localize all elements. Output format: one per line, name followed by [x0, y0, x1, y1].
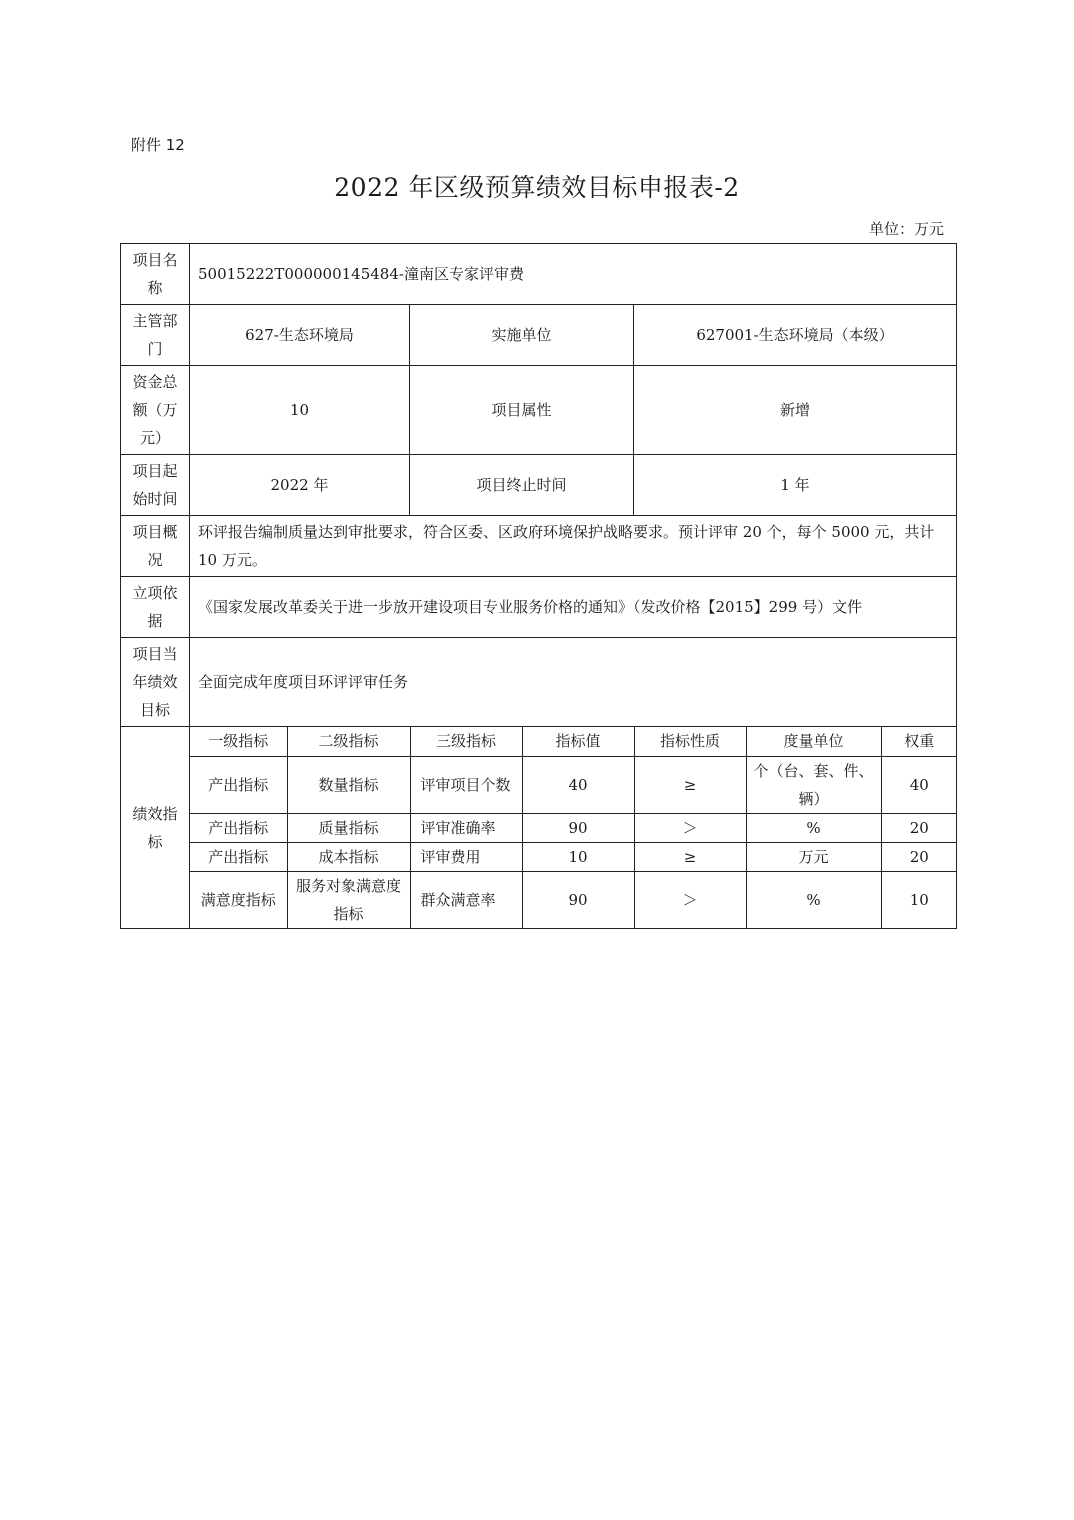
overview-value: 环评报告编制质量达到审批要求，符合区委、区政府环境保护战略要求。预计评审 20 个，每个 5000 元，共计 10 万元。 [190, 516, 957, 577]
perf-cell: 10 [522, 842, 634, 871]
perf-cell: 90 [522, 813, 634, 842]
perf-cell: 评审费用 [410, 842, 522, 871]
perf-cell: 个（台、套、件、辆） [746, 756, 881, 813]
perf-cell: 20 [881, 813, 957, 842]
perf-cell: 评审项目个数 [410, 756, 522, 813]
overview-label: 项目概况 [121, 516, 190, 577]
perf-cell: 数量指标 [287, 756, 410, 813]
declaration-table [120, 243, 957, 929]
attachment-label: 附件 12 [131, 136, 185, 154]
impl-unit-value: 627001-生态环境局（本级） [634, 305, 957, 366]
table-row [190, 813, 957, 842]
end-label: 项目终止时间 [410, 455, 634, 516]
perf-header: 三级指标 [410, 727, 522, 756]
funds-value: 10 [190, 366, 410, 455]
perf-cell: ＞ [634, 813, 746, 842]
impl-unit-label: 实施单位 [410, 305, 634, 366]
perf-cell: 万元 [746, 842, 881, 871]
perf-header: 一级指标 [190, 727, 287, 756]
perf-cell: ≥ [634, 756, 746, 813]
page-title: 2022 年区级预算绩效目标申报表-2 [334, 173, 740, 202]
perf-header: 指标性质 [634, 727, 746, 756]
start-value: 2022 年 [190, 455, 410, 516]
perf-cell: ≥ [634, 842, 746, 871]
perf-section [190, 727, 957, 929]
perf-cell: % [746, 813, 881, 842]
perf-cell: 产出指标 [190, 813, 287, 842]
perf-cell: 服务对象满意度指标 [287, 871, 410, 928]
perf-cell: % [746, 871, 881, 928]
goal-value: 全面完成年度项目环评评审任务 [190, 638, 957, 727]
table-row [190, 756, 957, 813]
perf-label: 绩效指标 [121, 727, 190, 929]
perf-header: 权重 [881, 727, 957, 756]
attr-value: 新增 [634, 366, 957, 455]
perf-cell: 成本指标 [287, 842, 410, 871]
perf-cell: 90 [522, 871, 634, 928]
table-row [190, 842, 957, 871]
end-value: 1 年 [634, 455, 957, 516]
table-row [190, 871, 957, 928]
perf-cell: 20 [881, 842, 957, 871]
perf-table [190, 727, 957, 928]
unit-label: 单位：万元 [868, 220, 944, 238]
dept-value: 627-生态环境局 [190, 305, 410, 366]
basis-label: 立项依据 [121, 577, 190, 638]
perf-header-row [190, 727, 957, 756]
basis-value: 《国家发展改革委关于进一步放开建设项目专业服务价格的通知》（发改价格【2015】299 号）文件 [190, 577, 957, 638]
funds-label: 资金总额（万元） [121, 366, 190, 455]
start-label: 项目起始时间 [121, 455, 190, 516]
perf-cell: 群众满意率 [410, 871, 522, 928]
perf-cell: 满意度指标 [190, 871, 287, 928]
perf-cell: 40 [881, 756, 957, 813]
project-name-label: 项目名称 [121, 244, 190, 305]
dept-label: 主管部门 [121, 305, 190, 366]
perf-cell: 产出指标 [190, 756, 287, 813]
perf-cell: 质量指标 [287, 813, 410, 842]
perf-cell: 产出指标 [190, 842, 287, 871]
perf-cell: ＞ [634, 871, 746, 928]
perf-cell: 40 [522, 756, 634, 813]
attr-label: 项目属性 [410, 366, 634, 455]
perf-cell: 评审准确率 [410, 813, 522, 842]
perf-header: 指标值 [522, 727, 634, 756]
perf-header: 度量单位 [746, 727, 881, 756]
perf-cell: 10 [881, 871, 957, 928]
goal-label: 项目当年绩效目标 [121, 638, 190, 727]
perf-header: 二级指标 [287, 727, 410, 756]
project-name-value: 50015222T000000145484-潼南区专家评审费 [190, 244, 957, 305]
